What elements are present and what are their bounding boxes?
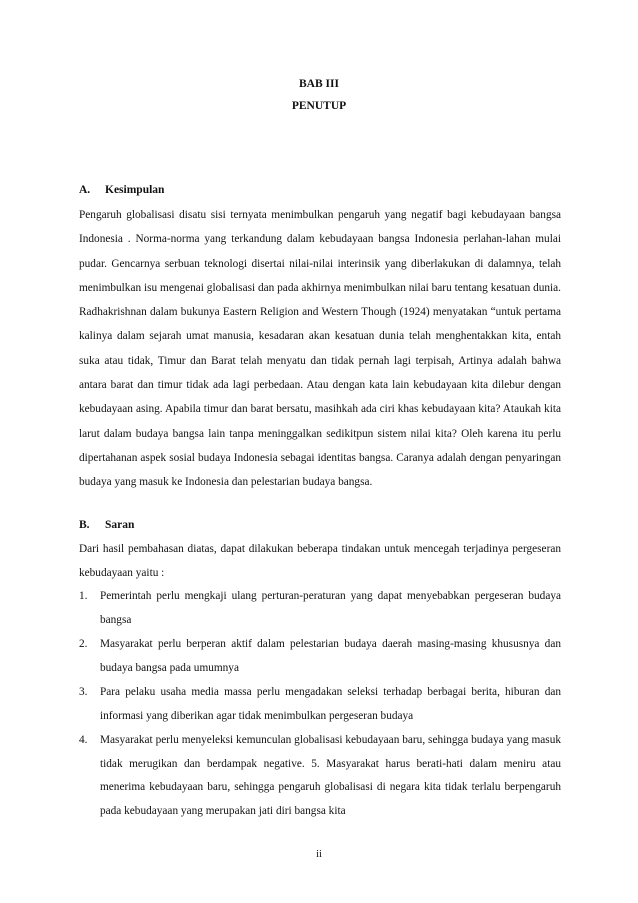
list-item (79, 729, 561, 823)
list-item-number: 2. (79, 638, 88, 650)
list-item-text: Para pelaku usaha media massa perlu mengadakan seleksi terhadap berbagai berita, hiburan dan informasi yang diberikan agar tidak menimbulkan pergeseran budaya (100, 686, 561, 722)
chapter-title: PENUTUP (291, 100, 347, 112)
list-item-text: Masyarakat perlu berperan aktif dalam pelestarian budaya daerah masing-masing khususnya dan budaya bangsa pada umumnya (100, 638, 561, 674)
section-b-number: B. (79, 519, 90, 531)
list-item-text: Masyarakat perlu menyeleksi kemunculan globalisasi kebudayaan baru, sehingga budaya yang masuk tidak merugikan dan berdampak negative. 5. Masyarakat harus berati-hati dalam meniru atau menerima kebudayaan baru, sehingga pengaruh globalisasi di negara kita tidak terlalu berpengaruh pada kebudayaan yang merupakan jati diri bangsa kita (100, 734, 561, 817)
chapter-number: BAB III (299, 78, 339, 90)
list-item-number: 4. (79, 734, 88, 746)
list-item-number: 1. (79, 590, 88, 602)
list-item (79, 585, 561, 632)
section-b-heading (79, 519, 134, 531)
suggestion-intro: Dari hasil pembahasan diatas, dapat dilakukan beberapa tindakan untuk mencegah terjadinya pergeseran kebudayaan yaitu : (79, 543, 561, 579)
section-a-heading (79, 184, 164, 196)
suggestion-list (79, 585, 561, 824)
list-item (79, 681, 561, 728)
list-item-text: Pemerintah perlu mengkaji ulang perturan-peraturan yang dapat menyebabkan pergeseran budaya bangsa (100, 590, 561, 626)
conclusion-paragraph: Pengaruh globalisasi disatu sisi ternyata menimbulkan pengaruh yang negatif bagi kebudayaan bangsa Indonesia . Norma-norma yang terkandung dalam kebudayaan bangsa Indonesia perlahan-lahan mulai pudar. Gencarnya serbuan teknologi disertai nilai-nilai interinsik yang diberlakukan di dalamnya, telah menimbulkan isu mengenai globalisasi dan pada akhirnya menimbulkan nilai baru tentang kesatuan dunia. Radhakrishnan dalam bukunya Eastern Religion and Western Though (1924) menyatakan “untuk pertama kalinya dalam sejarah umat manusia, kesadaran akan kesatuan dunia telah menghentakkan kita, entah suka atau tidak, Timur dan Barat telah menyatu dan tidak pernah lagi terpisah, Artinya adalah bahwa antara barat dan timur tidak ada lagi perbedaan. Atau dengan kata lain kebudayaan kita dilebur dengan kebudayaan asing. Apabila timur dan barat bersatu, masihkah ada ciri khas kebudayaan kita? Ataukah kita larut dalam budaya bangsa lain tanpa meninggalkan sedikitpun sistem nilai kita? Oleh karena itu perlu dipertahanan aspek sosial budaya Indonesia sebagai identitas bangsa. Caranya adalah dengan penyaringan budaya yang masuk ke Indonesia dan pelestarian budaya bangsa. (79, 209, 561, 489)
section-a-number: A. (79, 184, 91, 196)
page-number: ii (316, 849, 322, 860)
section-a-title: Kesimpulan (105, 184, 165, 196)
list-item (79, 633, 561, 680)
list-item-number: 3. (79, 686, 88, 698)
section-b-title: Saran (105, 519, 135, 531)
